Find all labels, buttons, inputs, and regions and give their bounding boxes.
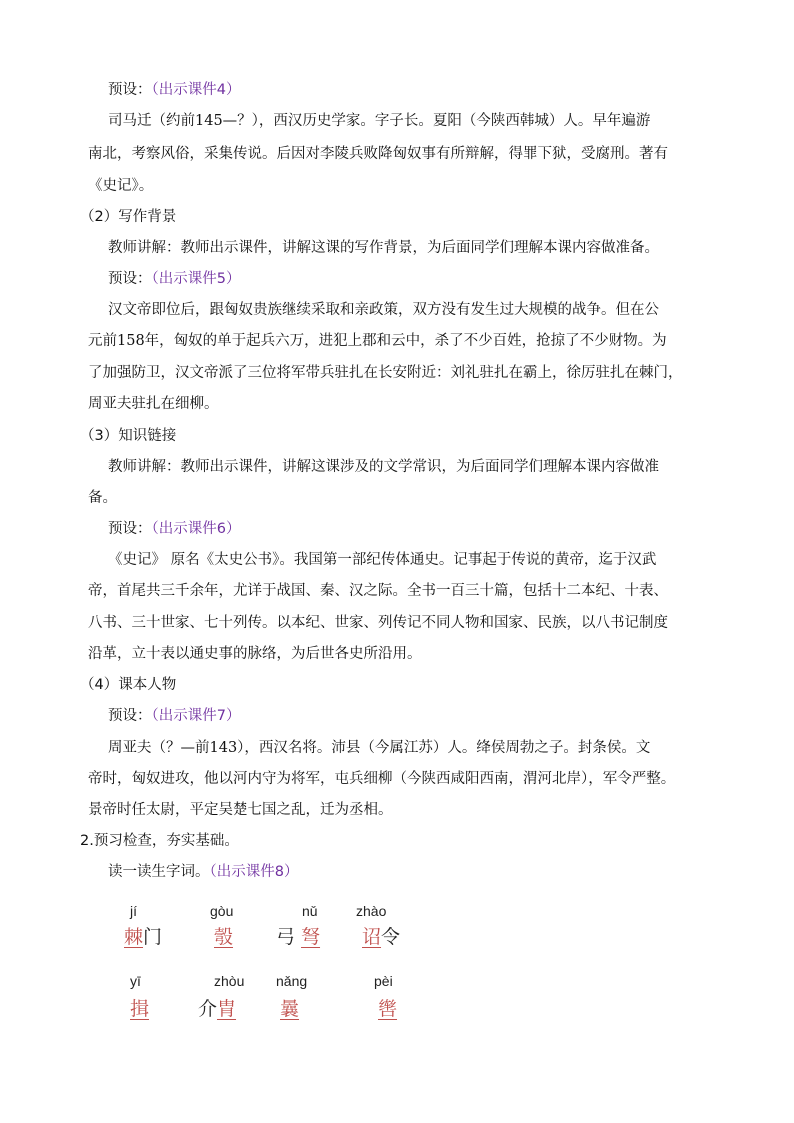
pinyin: nǔ <box>302 903 318 919</box>
vocab-word <box>378 994 397 1021</box>
vocab-char: 弩 <box>301 926 321 948</box>
text-line: 《史记》。 <box>88 178 154 194</box>
vocab-rest: 令 <box>381 926 401 948</box>
pinyin: zhào <box>356 903 387 919</box>
pinyin: yī <box>130 973 141 989</box>
pinyin: gòu <box>210 903 234 919</box>
vocab-word <box>276 922 320 949</box>
courseware-ref: （出示课件4） <box>151 82 241 98</box>
text-line: 南北，考察风俗，采集传说。后因对李陵兵败降匈奴事有所辩解，得罪下狱，受腐刑。著有 <box>88 146 668 162</box>
vocab-char: 诏 <box>362 926 382 948</box>
vocab-char: 辔 <box>378 998 398 1020</box>
courseware-ref: （出示课件8） <box>209 864 299 880</box>
pinyin: nǎng <box>276 973 308 989</box>
pinyin: jí <box>130 903 137 919</box>
text-line: 汉文帝即位后，跟匈奴贵族继续采取和亲政策，双方没有发生过大规模的战争。但在公 <box>108 302 659 318</box>
text-line: 元前158年，匈奴的单于起兵六万，进犯上郡和云中，杀了不少百姓，抢掠了不少财物。为 <box>88 333 667 349</box>
vocab-char: 彀 <box>214 926 234 948</box>
pinyin: pèi <box>374 973 393 989</box>
vocab-char: 胄 <box>217 998 237 1020</box>
vocab-word <box>362 922 400 949</box>
courseware-ref: （出示课件7） <box>151 708 241 724</box>
preset-line-1 <box>108 80 240 100</box>
teacher-note: 备。 <box>88 490 117 506</box>
teacher-note: 教师讲解：教师出示课件，讲解这课涉及的文学常识，为后面同学们理解本课内容做准 <box>108 459 659 475</box>
preset-label: 预设： <box>108 708 152 724</box>
vocab-word <box>280 994 299 1021</box>
vocab-word <box>214 922 233 949</box>
vocab-rest: 门 <box>143 926 163 948</box>
preset-line-3 <box>108 519 240 539</box>
vocab-word <box>130 994 149 1021</box>
teacher-note: 教师讲解：教师出示课件，讲解这课的写作背景，为后面同学们理解本课内容做准备。 <box>108 240 659 256</box>
text-line: 周亚夫驻扎在细柳。 <box>88 396 219 412</box>
preset-line-2 <box>108 269 240 289</box>
section-heading: （4）课本人物 <box>80 677 177 693</box>
vocab-word <box>124 922 162 949</box>
vocab-pre: 弓 <box>276 926 296 948</box>
text-line: 沿革，立十表以通史事的脉络，为后世各史所沿用。 <box>88 646 422 662</box>
vocab-char: 棘 <box>124 926 144 948</box>
text-line: 景帝时任太尉，平定吴楚七国之乱，迁为丞相。 <box>88 802 393 818</box>
vocab-char: 曩 <box>280 998 300 1020</box>
text-line: 周亚夫（？—前143），西汉名将。沛县（今属江苏）人。绛侯周勃之子。封条侯。文 <box>108 740 651 756</box>
preset-line-4 <box>108 706 240 726</box>
section-heading: （2）写作背景 <box>80 209 177 225</box>
vocab-char: 揖 <box>130 998 150 1020</box>
preset-label: 预设： <box>108 521 152 537</box>
text-line: 帝时，匈奴进攻，他以河内守为将军，屯兵细柳（今陕西咸阳西南，渭河北岸），军令严整。 <box>88 771 676 787</box>
preset-label: 预设： <box>108 271 152 287</box>
vocab-pre: 介 <box>198 998 218 1020</box>
courseware-ref: （出示课件6） <box>151 521 241 537</box>
text-line: 帝，首尾共三千余年，尤详于战国、秦、汉之际。全书一百三十篇，包括十二本纪、十表、 <box>88 583 668 599</box>
text-line: 司马迁（约前145—？），西汉历史学家。字子长。夏阳（今陕西韩城）人。早年遍游 <box>108 113 651 129</box>
text-line: 八书、三十世家、七十列传。以本纪、世家、列传记不同人物和国家、民族，以八书记制度 <box>88 615 668 631</box>
step-heading: 2.预习检查，夯实基础。 <box>80 833 239 849</box>
section-heading: （3）知识链接 <box>80 428 177 444</box>
read-instruction <box>108 862 298 882</box>
vocab-word <box>198 994 236 1021</box>
text-line: 了加强防卫，汉文帝派了三位将军带兵驻扎在长安附近：刘礼驻扎在霸上，徐厉驻扎在棘门， <box>88 365 683 381</box>
pinyin: zhòu <box>214 973 245 989</box>
courseware-ref: （出示课件5） <box>151 271 241 287</box>
text-line: 《史记》 原名《太史公书》。我国第一部纪传体通史。记事起于传说的黄帝，迄于汉武 <box>108 552 657 568</box>
read-label: 读一读生字词。 <box>108 864 210 880</box>
preset-label: 预设： <box>108 82 152 98</box>
